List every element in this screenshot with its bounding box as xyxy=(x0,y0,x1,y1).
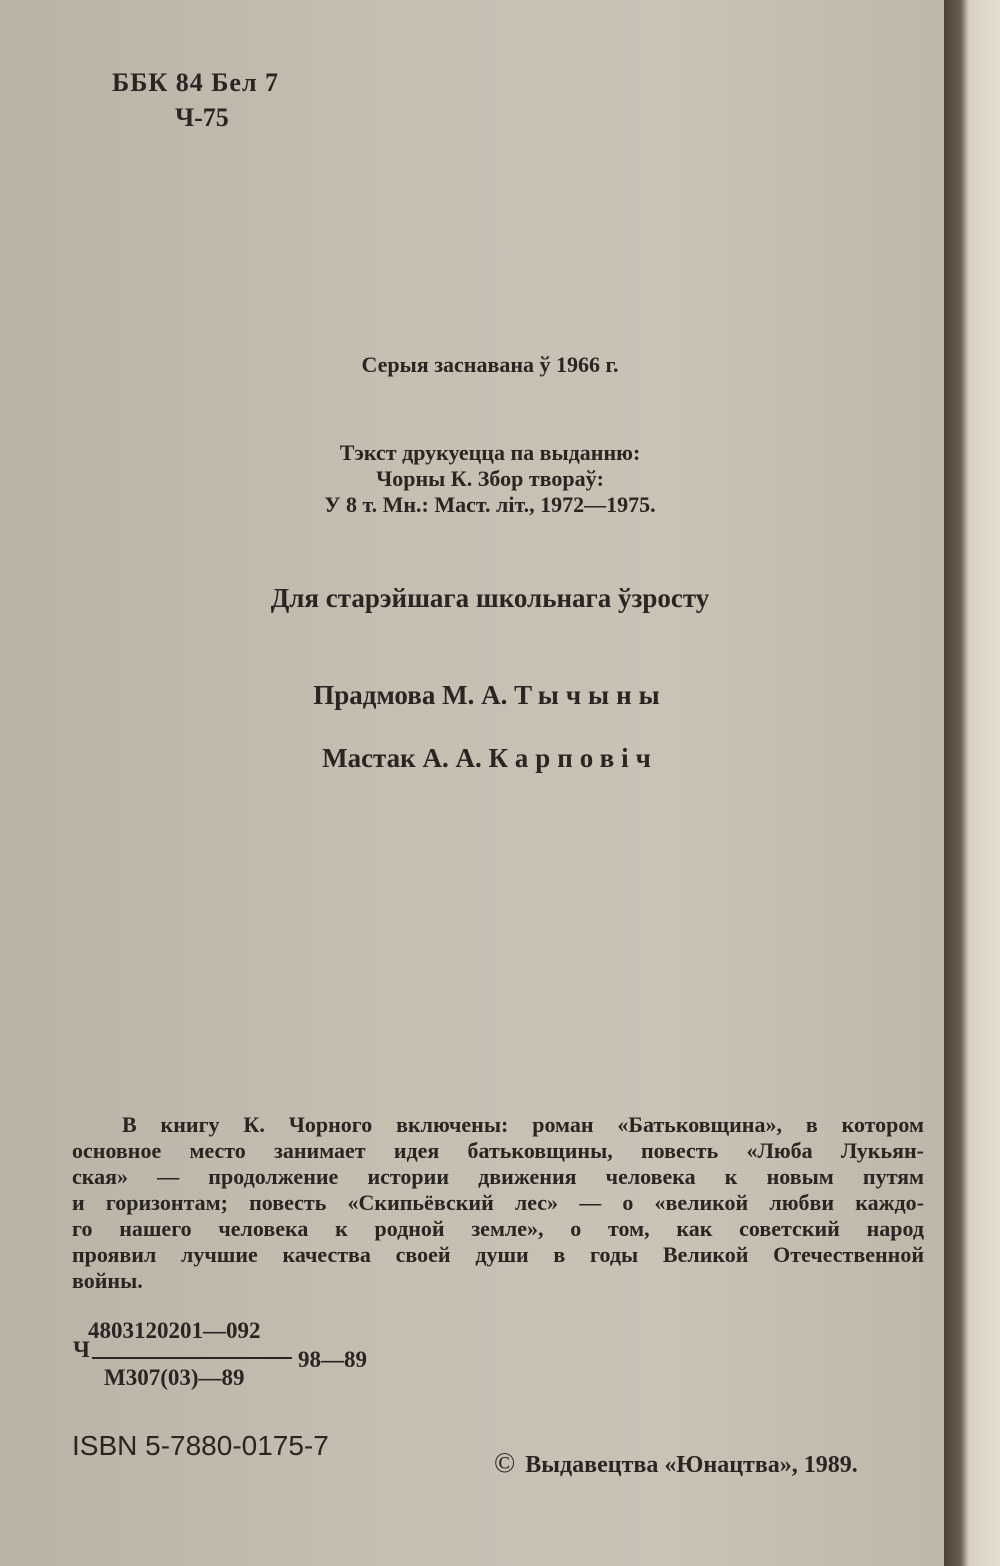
annotation-line: ская» — продолжение истории движения человека к новым путям xyxy=(72,1164,924,1189)
annotation-line: войны. xyxy=(72,1268,143,1293)
artist-label: Мастак xyxy=(322,743,416,773)
artist-initials: А. А. xyxy=(422,743,482,773)
preface-surname: Тычыны xyxy=(514,680,667,710)
source-line-1: Тэкст друкуецца па выданню: xyxy=(339,440,641,465)
isbn-number: ISBN 5-7880-0175-7 xyxy=(72,1430,329,1461)
bbk-code: ББК 84 Бел 7 xyxy=(112,68,280,97)
source-line-3: У 8 т. Мн.: Маст. літ., 1972—1975. xyxy=(324,492,656,517)
artist-surname: Карповіч xyxy=(488,743,658,773)
preface-credit xyxy=(0,680,980,711)
catalog-code-suffix: 98—89 xyxy=(298,1347,367,1372)
annotation-line: В книгу К. Чорного включены: роман «Батьковщина», в котором xyxy=(122,1112,924,1137)
book-annotation xyxy=(72,1112,924,1294)
author-code: Ч-75 xyxy=(175,103,229,132)
source-line-2: Чорны К. Збор твораў: xyxy=(376,466,604,491)
book-spine-edge xyxy=(944,0,1000,1566)
copyright-notice xyxy=(494,1448,858,1480)
annotation-line: и горизонтам; повесть «Скипьёвский лес» — о «великой любви каждо- xyxy=(72,1190,924,1215)
artist-credit xyxy=(0,743,980,774)
preface-initials: М. А. xyxy=(442,680,508,710)
audience-note: Для старэйшага школьнага ўзросту xyxy=(270,583,710,613)
annotation-line: основное место занимает идея батьковщины, повесть «Люба Лукьян- xyxy=(72,1138,924,1163)
catalog-code-fraction-line xyxy=(92,1357,292,1359)
annotation-line: го нашего человека к родной земле», о том, как советский народ xyxy=(72,1216,924,1241)
catalog-code-denominator: М307(03)—89 xyxy=(104,1365,245,1390)
catalog-code-letter: Ч xyxy=(73,1337,90,1362)
catalog-code-numerator: 4803120201—092 xyxy=(88,1318,261,1343)
series-note: Серыя заснавана ў 1966 г. xyxy=(361,352,619,377)
preface-label: Прадмова xyxy=(313,680,436,710)
copyright-icon: © xyxy=(494,1448,516,1479)
copyright-text: Выдавецтва «Юнацтва», 1989. xyxy=(525,1452,858,1478)
annotation-line: проявил лучшие качества своей души в годы Великой Отечественной xyxy=(72,1242,924,1267)
